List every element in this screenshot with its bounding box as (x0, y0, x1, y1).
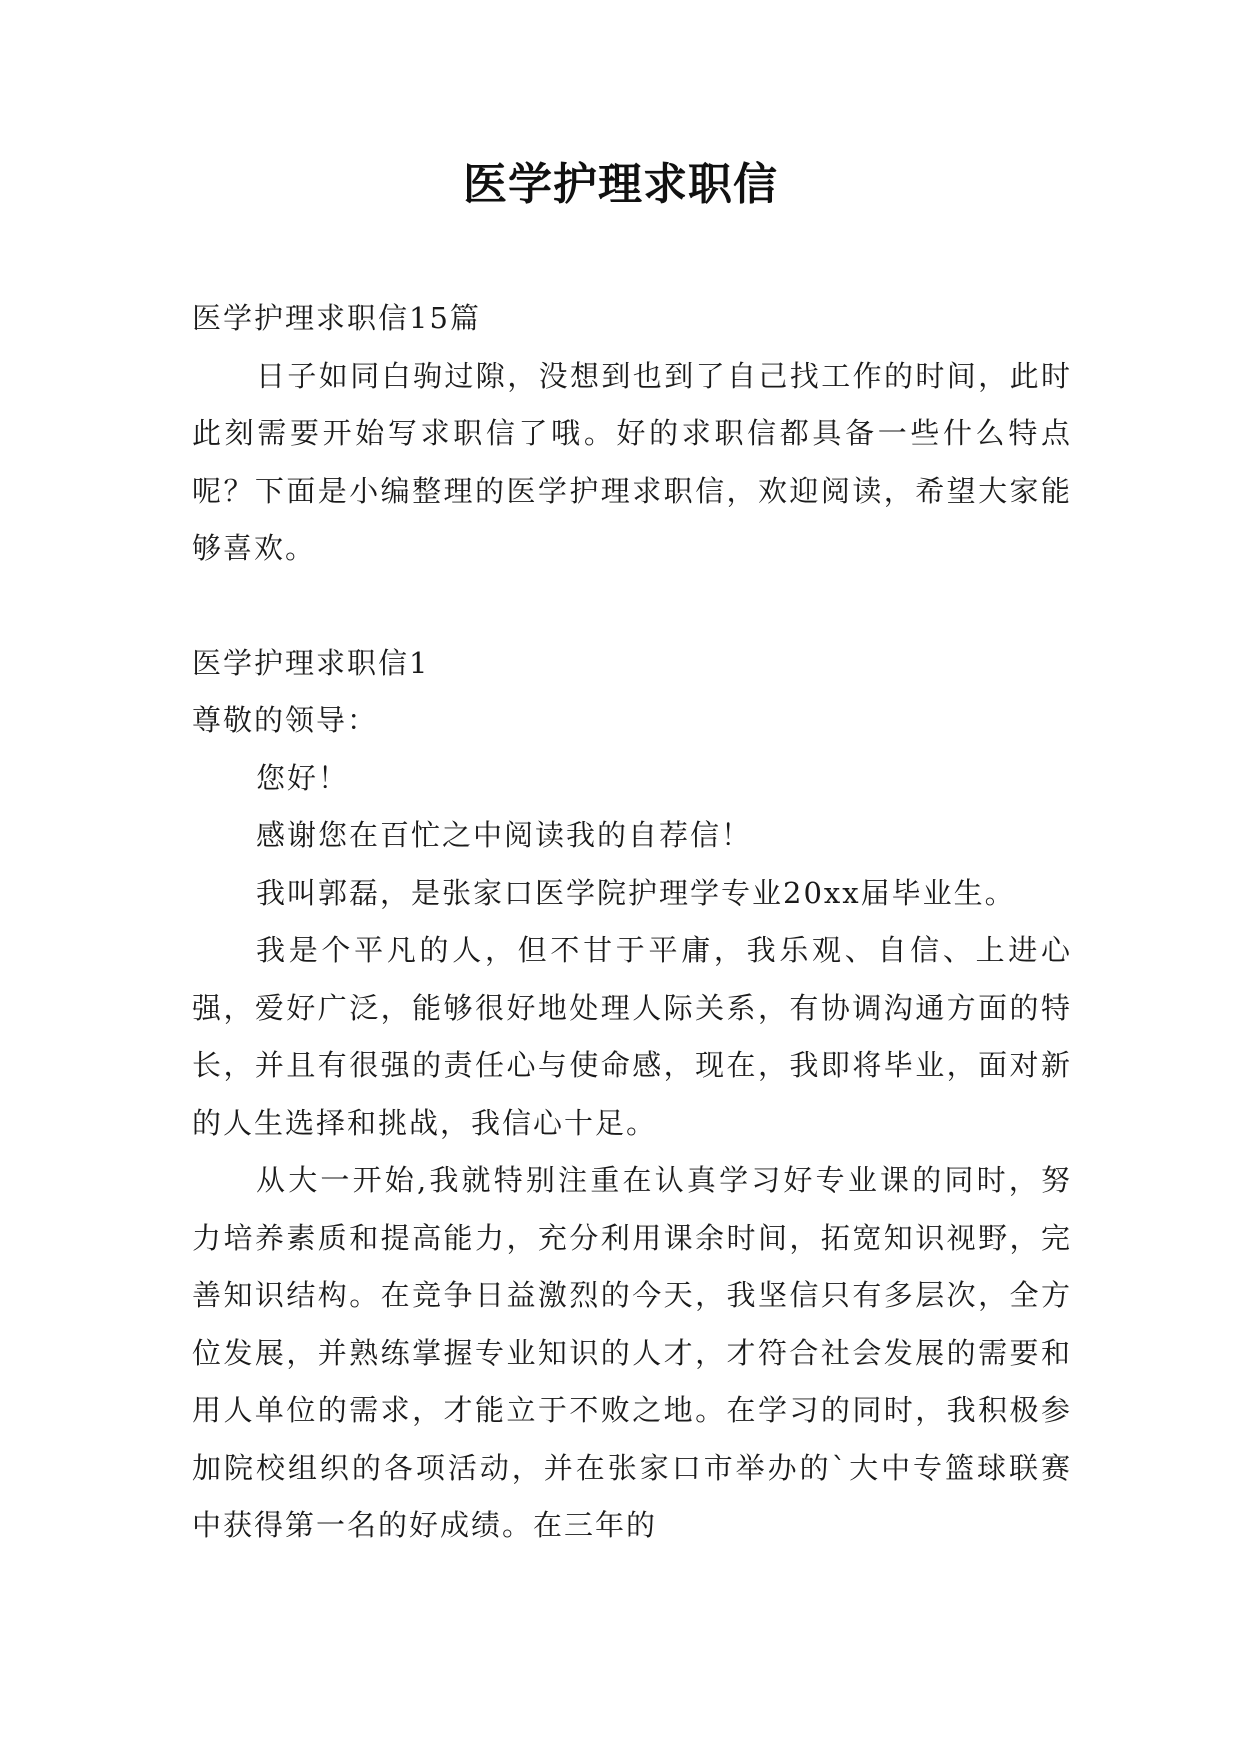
character-paragraph: 我是个平凡的人，但不甘于平庸，我乐观、自信、上进心强，爱好广泛，能够很好地处理人际关系，有协调沟通方面的特长，并且有很强的责任心与使命感，现在，我即将毕业，面对新的人生选择和挑战，我信心十足。 (192, 933, 1072, 1140)
salutation: 尊敬的领导： (192, 703, 379, 737)
document-body (192, 290, 1072, 1555)
study-paragraph: 从大一开始,我就特别注重在认真学习好专业课的同时，努力培养素质和提高能力，充分利用课余时间，拓宽知识视野，完善知识结构。在竞争日益激烈的今天，我坚信只有多层次，全方位发展，并熟练掌握专业知识的人才，才符合社会发展的需要和用人单位的需求，才能立于不败之地。在学习的同时，我积极参加院校组织的各项活动，并在张家口市举办的`大中专篮球联赛中获得第一名的好成绩。在三年的 (192, 1163, 1072, 1542)
subtitle: 医学护理求职信15篇 (192, 301, 481, 335)
document-title: 医学护理求职信 (463, 159, 778, 210)
greeting: 您好！ (256, 760, 350, 795)
intro-paragraph: 日子如同白驹过隙，没想到也到了自己找工作的时间，此时此刻需要开始写求职信了哦。好的求职信都具备一些什么特点呢？下面是小编整理的医学护理求职信，欢迎阅读，希望大家能够喜欢。 (192, 358, 1072, 565)
self-introduction: 我叫郭磊，是张家口医学院护理学专业20xx届毕业生。 (256, 875, 1016, 910)
thanks-line: 感谢您在百忙之中阅读我的自荐信！ (256, 818, 753, 852)
paragraph-gap (192, 578, 1072, 635)
section-heading: 医学护理求职信1 (192, 645, 430, 680)
